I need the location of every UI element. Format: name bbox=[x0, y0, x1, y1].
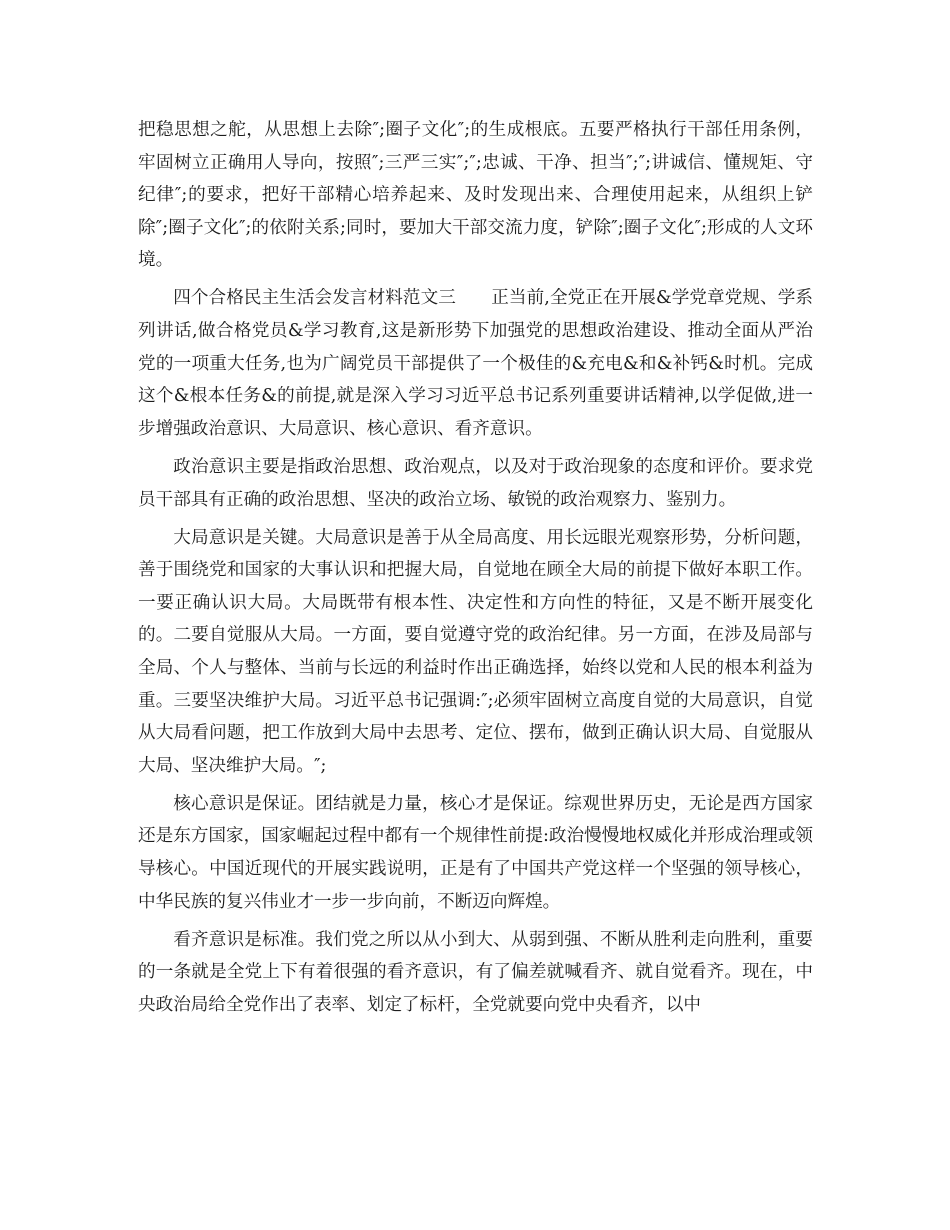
document-body bbox=[138, 114, 813, 1027]
paragraph-political-awareness: 政治意识主要是指政治思想、政治观点，以及对于政治现象的态度和评价。要求党员干部具有正确的政治思想、坚决的政治立场、敏锐的政治观察力、鉴别力。 bbox=[138, 456, 813, 510]
paragraph-continuation: 把稳思想之舵，从思想上去除″;圈子文化″;的生成根底。五要严格执行干部任用条例，牢固树立正确用人导向，按照″;三严三实″;″;忠诚、干净、担当″;″;讲诚信、懂规矩、守纪律″;的要求，把好干部精心培养起来、及时发现出来、合理使用起来，从组织上铲除″;圈子文化″;的依附关系;同时，要加大干部交流力度，铲除″;圈子文化″;形成的人文环境。 bbox=[138, 120, 813, 271]
paragraph-alignment-awareness: 看齐意识是标准。我们党之所以从小到大、从弱到强、不断从胜利走向胜利，重要的一条就是全党上下有着很强的看齐意识，有了偏差就喊看齐、就自觉看齐。现在，中央政治局给全党作出了表率、划定了标杆，全党就要向党中央看齐，以中 bbox=[138, 929, 813, 1015]
paragraph-title-intro: 四个合格民主生活会发言材料范文三 正当前,全党正在开展&学党章党规、学系列讲话,做合格党员&学习教育,这是新形势下加强党的思想政治建设、推动全面从严治党的一项重大任务,也为广阔党员干部提供了一个极佳的&充电&和&补钙&时机。完成这个&根本任务&的前提,就是深入学习习近平总书记系列重要讲话精神,以学促做,进一步增强政治意识、大局意识、核心意识、看齐意识。 bbox=[138, 288, 813, 439]
paragraph-core-awareness: 核心意识是保证。团结就是力量，核心才是保证。综观世界历史，无论是西方国家还是东方国家，国家崛起过程中都有一个规律性前提:政治慢慢地权威化并形成治理或领导核心。中国近现代的开展实践说明，正是有了中国共产党这样一个坚强的领导核心，中华民族的复兴伟业才一步一步向前，不断迈向辉煌。 bbox=[138, 793, 813, 912]
paragraph-overall-awareness: 大局意识是关键。大局意识是善于从全局高度、用长远眼光观察形势，分析问题，善于围绕党和国家的大事认识和把握大局，自觉地在顾全大局的前提下做好本职工作。一要正确认识大局。大局既带有根本性、决定性和方向性的特征，又是不断开展变化的。二要自觉服从大局。一方面，要自觉遵守党的政治纪律。另一方面，在涉及局部与全局、个人与整体、当前与长远的利益时作出正确选择，始终以党和人民的根本利益为重。三要坚决维护大局。习近平总书记强调:″;必须牢固树立高度自觉的大局意识，自觉从大局看问题，把工作放到大局中去思考、定位、摆布，做到正确认识大局、自觉服从大局、坚决维护大局。″; bbox=[138, 527, 813, 776]
